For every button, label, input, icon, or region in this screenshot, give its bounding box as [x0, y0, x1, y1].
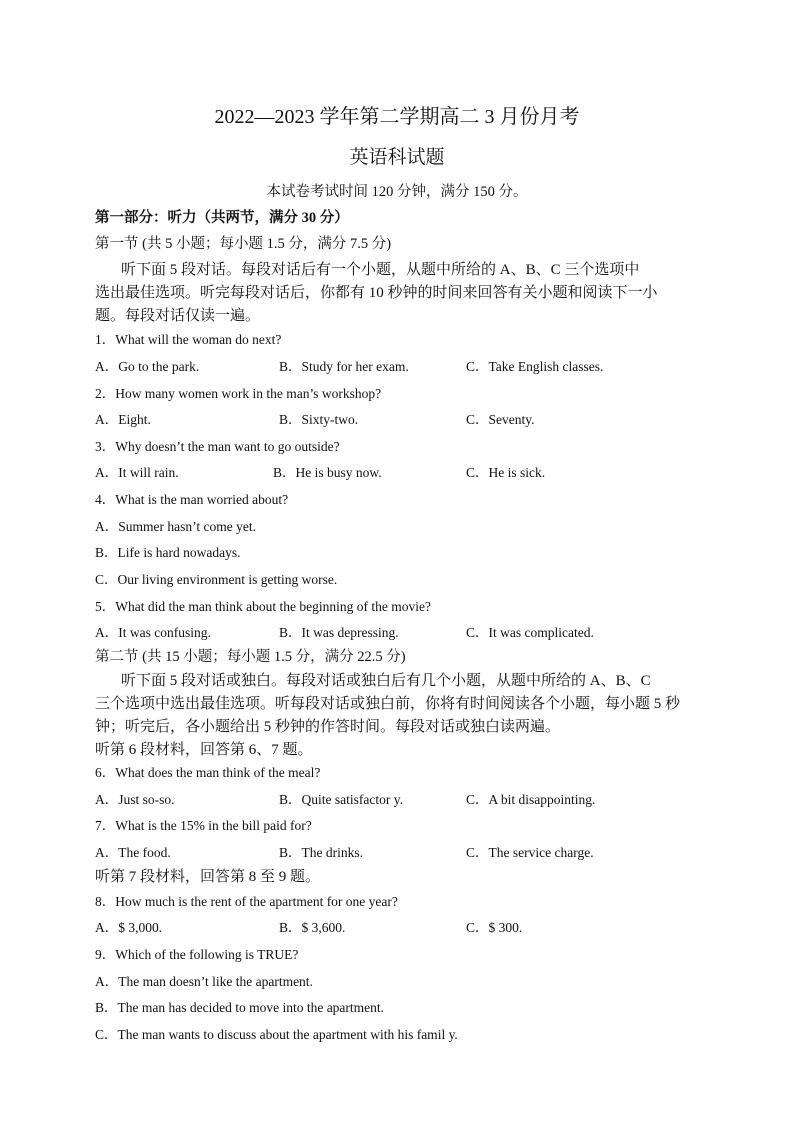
question-6-stem: 6．What does the man think of the meal? [95, 765, 321, 780]
question-4-stem: 4．What is the man worried about? [95, 492, 289, 507]
question-3-option-b: B．He is busy now. [273, 465, 382, 480]
question-4-option-b: B．Life is hard nowadays. [95, 545, 241, 560]
question-5-option-c: C．It was complicated. [466, 625, 594, 640]
question-9-stem: 9．Which of the following is TRUE? [95, 947, 299, 962]
section1-instruction-line3: 题。每段对话仅读一遍。 [95, 308, 261, 324]
question-8-option-b: B．$ 3,600. [279, 920, 346, 935]
question-7-option-c: C．The service charge. [466, 845, 594, 860]
question-1-option-c: C．Take English classes. [466, 359, 604, 374]
question-3-stem: 3．Why doesn’t the man want to go outside? [95, 439, 340, 454]
section1-instruction-line1: 听下面 5 段对话。每段对话后有一个小题，从题中所给的 A、B、C 三个选项中 [121, 262, 640, 278]
question-5-stem: 5．What did the man think about the beginning of the movie? [95, 599, 431, 614]
subject-title: 英语科试题 [349, 147, 445, 168]
question-1-option-a: A．Go to the park. [95, 359, 200, 374]
question-5-option-a: A．It was confusing. [95, 625, 211, 640]
question-9-option-c: C．The man wants to discuss about the apartment with his famil y. [95, 1027, 458, 1042]
question-6-option-a: A．Just so-so. [95, 792, 175, 807]
part1-heading: 第一部分：听力（共两节，满分 30 分） [95, 210, 349, 226]
question-2-stem: 2．How many women work in the man’s workshop? [95, 386, 382, 401]
question-7-option-a: A．The food. [95, 845, 171, 860]
question-6-option-b: B．Quite satisfactor y. [279, 792, 403, 807]
material-6-instruction: 听第 6 段材料，回答第 6、7 题。 [95, 742, 313, 758]
question-8-stem: 8．How much is the rent of the apartment for one year? [95, 894, 398, 909]
section2-instruction-line1: 听下面 5 段对话或独白。每段对话或独白后有几个小题，从题中所给的 A、B、C [121, 673, 651, 689]
section1-heading: 第一节 (共 5 小题；每小题 1.5 分，满分 7.5 分) [95, 236, 392, 252]
question-8-option-a: A．$ 3,000. [95, 920, 163, 935]
question-1-option-b: B．Study for her exam. [279, 359, 409, 374]
question-2-option-b: B．Sixty-two. [279, 412, 359, 427]
question-8-option-c: C．$ 300. [466, 920, 523, 935]
question-4-option-a: A．Summer hasn’t come yet. [95, 519, 256, 534]
question-3-option-c: C．He is sick. [466, 465, 546, 480]
exam-title: 2022—2023 学年第二学期高二 3 月份月考 [214, 106, 580, 128]
section1-instruction-line2: 选出最佳选项。听完每段对话后，你都有 10 秒钟的时间来回答有关小题和阅读下一小 [95, 285, 658, 301]
question-7-option-b: B．The drinks. [279, 845, 363, 860]
section2-instruction-line3: 钟；听完后，各小题给出 5 秒钟的作答时间。每段对话或独白读两遍。 [95, 719, 561, 735]
question-5-option-b: B．It was depressing. [279, 625, 399, 640]
question-3-option-a: A．It will rain. [95, 465, 179, 480]
question-2-option-a: A．Eight. [95, 412, 151, 427]
question-9-option-b: B．The man has decided to move into the apartment. [95, 1000, 385, 1015]
section2-instruction-line2: 三个选项中选出最佳选项。听每段对话或独白前，你将有时间阅读各个小题，每小题 5 秒 [95, 696, 681, 712]
question-4-option-c: C．Our living environment is getting worse. [95, 572, 338, 587]
material-7-instruction: 听第 7 段材料，回答第 8 至 9 题。 [95, 869, 321, 885]
question-9-option-a: A．The man doesn’t like the apartment. [95, 974, 313, 989]
question-1-stem: 1．What will the woman do next? [95, 332, 282, 347]
question-2-option-c: C．Seventy. [466, 412, 535, 427]
exam-info: 本试卷考试时间 120 分钟，满分 150 分。 [266, 184, 528, 200]
section2-heading: 第二节 (共 15 小题；每小题 1.5 分，满分 22.5 分) [95, 649, 406, 665]
question-6-option-c: C．A bit disappointing. [466, 792, 596, 807]
question-7-stem: 7．What is the 15% in the bill paid for? [95, 818, 312, 833]
